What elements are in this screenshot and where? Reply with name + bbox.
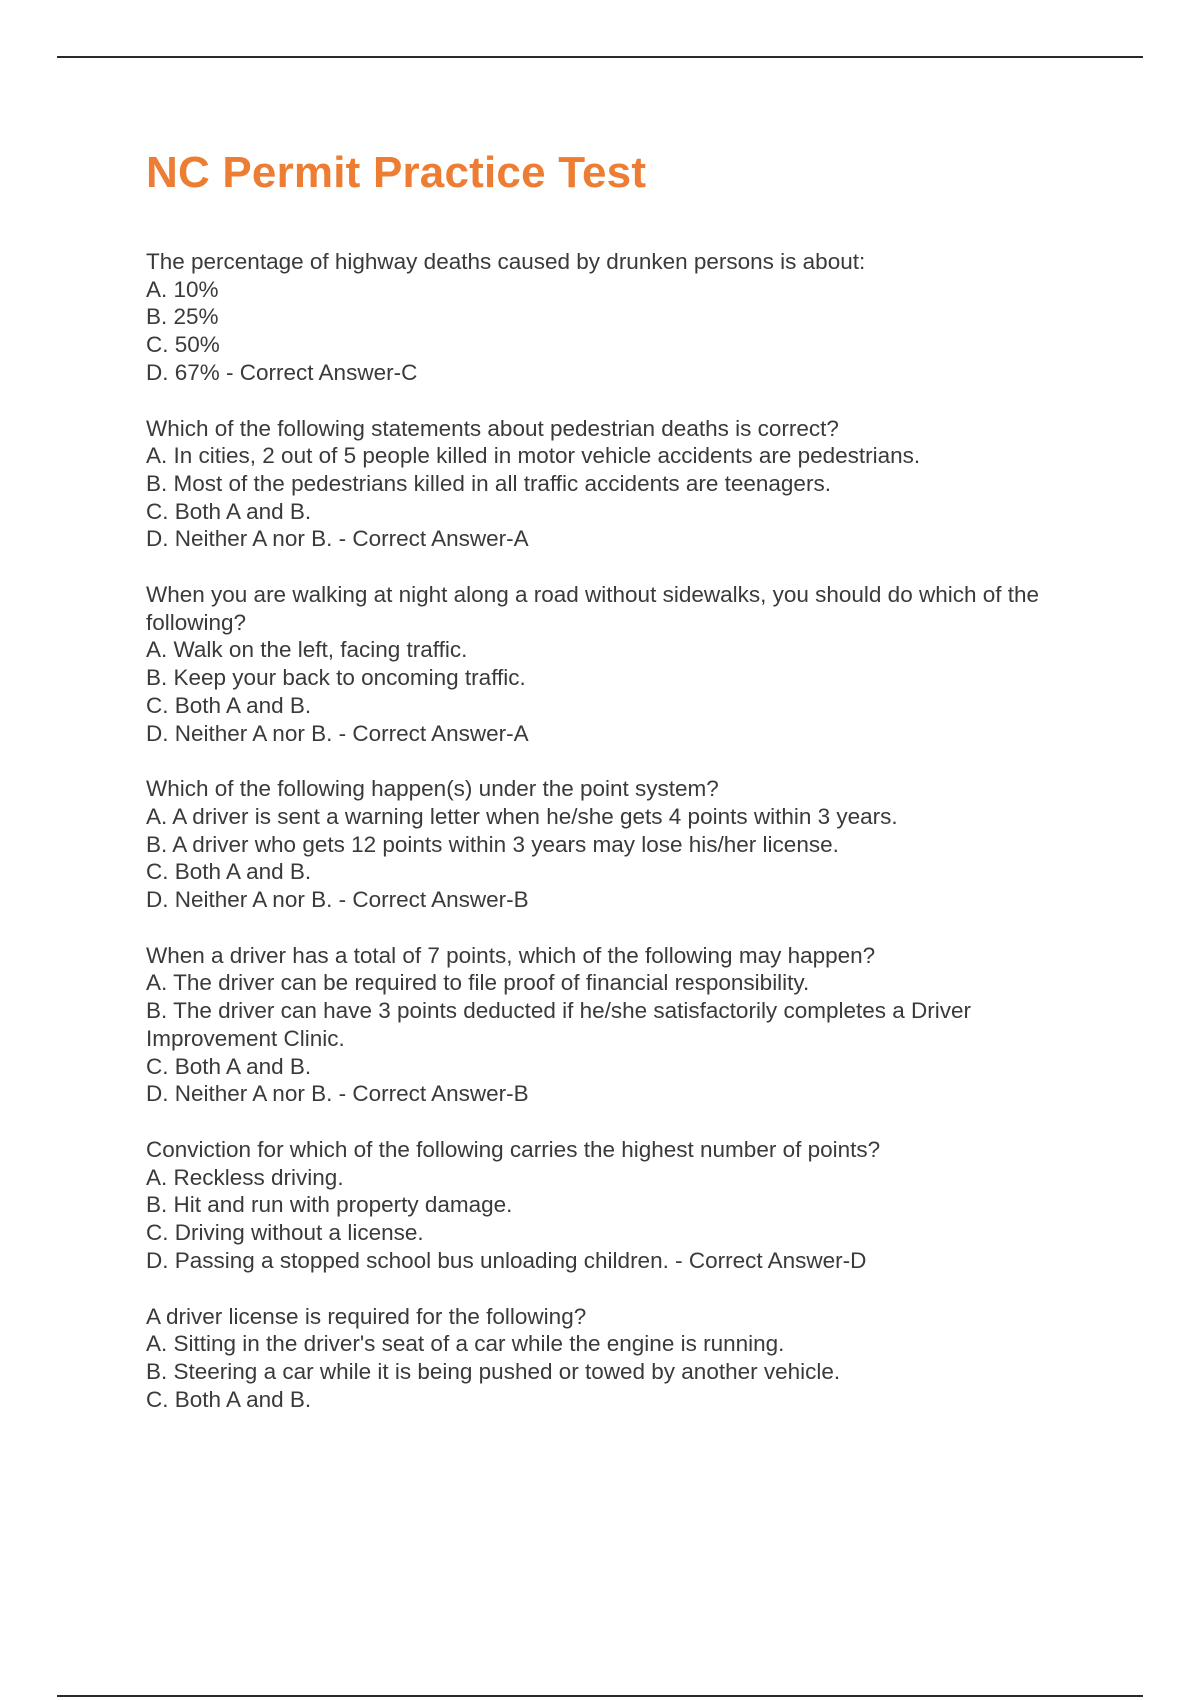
option-b: B. A driver who gets 12 points within 3 years may lose his/her license. — [146, 831, 839, 857]
option-a: A. A driver is sent a warning letter when he/she gets 4 points within 3 years. — [146, 803, 898, 829]
question-text: When a driver has a total of 7 points, which of the following may happen? — [146, 942, 876, 968]
option-a: A. The driver can be required to file proof of financial responsibility. — [146, 970, 810, 996]
option-b: B. Hit and run with property damage. — [146, 1192, 513, 1218]
bottom-rule — [57, 1695, 1143, 1697]
option-c: C. Both A and B. — [146, 692, 312, 718]
option-a: A. 10% — [146, 276, 219, 302]
option-d-with-answer: D. Passing a stopped school bus unloading children. - Correct Answer-D — [146, 1247, 867, 1273]
option-d-with-answer: D. Neither A nor B. - Correct Answer-B — [146, 887, 529, 913]
question-text: Which of the following happen(s) under the point system? — [146, 776, 719, 802]
document-body — [146, 146, 1086, 1441]
option-a: A. Sitting in the driver's seat of a car while the engine is running. — [146, 1331, 785, 1357]
question-text: A driver license is required for the following? — [146, 1303, 587, 1329]
question-1 — [146, 248, 1086, 387]
question-text: Conviction for which of the following carries the highest number of points? — [146, 1136, 881, 1162]
option-d-with-answer: D. 67% - Correct Answer-C — [146, 359, 418, 385]
question-6 — [146, 1136, 1086, 1275]
option-b: B. Steering a car while it is being pushed or towed by another vehicle. — [146, 1358, 841, 1384]
question-text: Which of the following statements about pedestrian deaths is correct? — [146, 415, 839, 441]
option-a: A. In cities, 2 out of 5 people killed in motor vehicle accidents are pedestrians. — [146, 443, 921, 469]
option-c: C. 50% — [146, 332, 220, 358]
option-d-with-answer: D. Neither A nor B. - Correct Answer-A — [146, 526, 529, 552]
top-rule — [57, 56, 1143, 58]
page-title: NC Permit Practice Test — [146, 148, 647, 197]
question-4 — [146, 775, 1086, 914]
option-a: A. Reckless driving. — [146, 1164, 344, 1190]
question-2 — [146, 415, 1086, 554]
option-c: C. Both A and B. — [146, 859, 312, 885]
option-b: B. Most of the pedestrians killed in all traffic accidents are teenagers. — [146, 470, 831, 496]
question-text: When you are walking at night along a road without sidewalks, you should do which of the following? — [146, 582, 1040, 635]
question-3 — [146, 581, 1086, 747]
option-a: A. Walk on the left, facing traffic. — [146, 637, 468, 663]
question-text: The percentage of highway deaths caused by drunken persons is about: — [146, 249, 866, 274]
option-c: C. Both A and B. — [146, 1386, 312, 1412]
option-c: C. Driving without a license. — [146, 1220, 424, 1246]
question-5 — [146, 942, 1086, 1108]
option-c: C. Both A and B. — [146, 498, 312, 524]
option-c: C. Both A and B. — [146, 1053, 312, 1079]
option-b: B. The driver can have 3 points deducted if he/she satisfactorily completes a Driver Improvement Clinic. — [146, 998, 971, 1051]
question-7 — [146, 1303, 1086, 1414]
option-b: B. Keep your back to oncoming traffic. — [146, 665, 526, 691]
option-d-with-answer: D. Neither A nor B. - Correct Answer-A — [146, 720, 529, 746]
option-b: B. 25% — [146, 304, 219, 330]
option-d-with-answer: D. Neither A nor B. - Correct Answer-B — [146, 1081, 529, 1107]
